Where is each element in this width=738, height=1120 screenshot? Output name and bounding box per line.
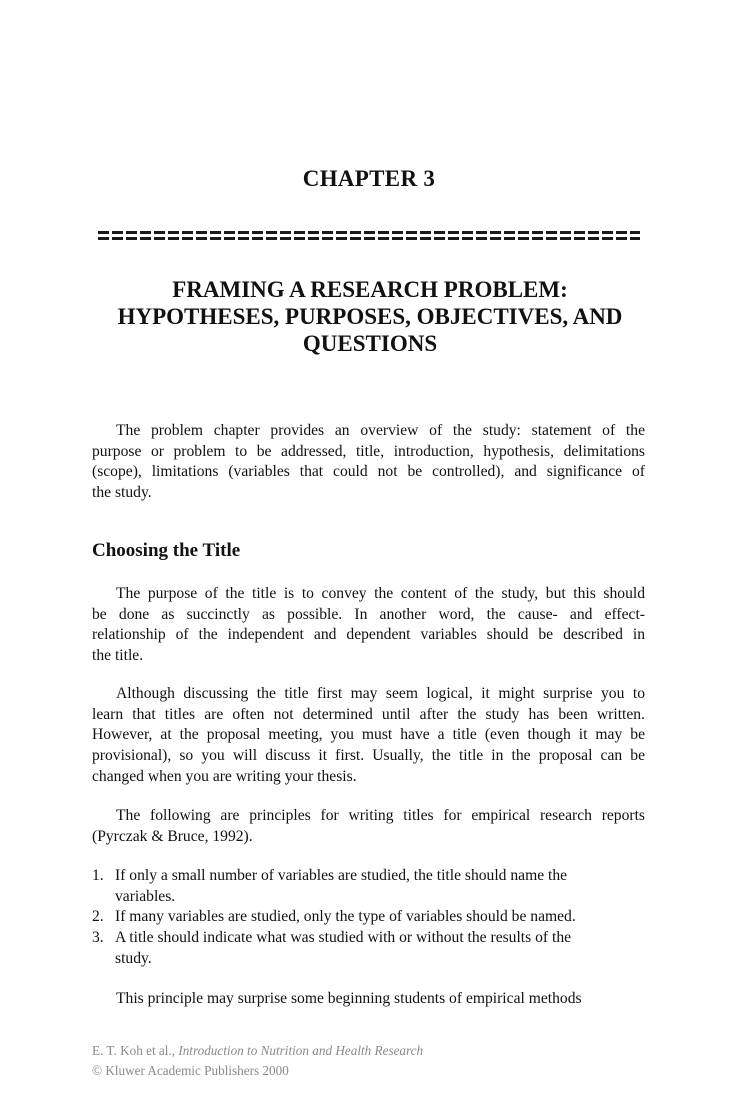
chapter-title-line: HYPOTHESES, PURPOSES, OBJECTIVES, AND [117,304,623,329]
list-item-line: If only a small number of variables are studied, the title should name the [115,867,568,884]
paragraph-title-timing [92,684,645,788]
paragraph-principle-surprise [92,989,645,1010]
text-line: the study. [92,484,152,502]
chapter-title-line: QUESTIONS [302,331,438,356]
list-number: 2. [92,908,104,926]
text-line: The following are principles for writing titles for empirical research reports [116,807,645,824]
text-line: provisional), so you will discuss it first. Usually, the title in the proposal can be [92,747,645,765]
text-line: the title. [92,647,144,665]
footer-authors: E. T. Koh et al., [92,1043,179,1058]
text-line: learn that titles are often not determined until after the study has been written. [92,705,645,723]
footer-citation [92,1041,423,1061]
list-item-line: A title should indicate what was studied with or without the results of the [115,929,572,947]
text-line: The purpose of the title is to convey the content of the study, but this should [116,585,645,602]
text-line: relationship of the independent and dependent variables should be described in [92,626,645,644]
decorative-rule [98,227,640,243]
paragraph-principles-intro [92,806,645,847]
text-line: However, at the proposal meeting, you must have a title (even though it may be [92,726,645,744]
list-item [92,866,645,907]
text-line: Although discussing the title first may seem logical, it might surprise you to [116,685,645,702]
list-item-line: If many variables are studied, only the type of variables should be named. [115,908,576,926]
footer-copyright: © Kluwer Academic Publishers 2000 [92,1062,289,1078]
list-item-line: study. [115,949,152,967]
list-item [92,928,645,969]
paragraph-purpose-of-title [92,584,645,667]
list-item-line: variables. [115,887,176,905]
text-line: The problem chapter provides an overview of the study: statement of the [116,422,645,439]
list-item [92,907,645,928]
text-line: (scope), limitations (variables that could not be controlled), and significance of [92,463,645,481]
list-number: 3. [92,929,104,947]
footer-book-title: Introduction to Nutrition and Health Research [178,1043,424,1058]
text-line: This principle may surprise some beginning students of empirical methods [116,990,582,1007]
chapter-title [60,276,680,357]
text-line: purpose or problem to be addressed, title, introduction, hypothesis, delimitations [92,442,645,460]
text-line: changed when you are writing your thesis. [92,767,357,785]
page-footer [92,1041,423,1080]
text-line: (Pyrczak & Bruce, 1992). [92,827,253,845]
chapter-label: CHAPTER 3 [302,166,436,191]
principles-list [92,866,645,970]
section-heading: Choosing the Title [92,540,241,561]
list-number: 1. [92,867,104,884]
chapter-title-line: FRAMING A RESEARCH PROBLEM: [172,277,568,302]
text-line: be done as succinctly as possible. In another word, the cause- and effect- [92,605,645,623]
intro-paragraph [92,421,645,504]
